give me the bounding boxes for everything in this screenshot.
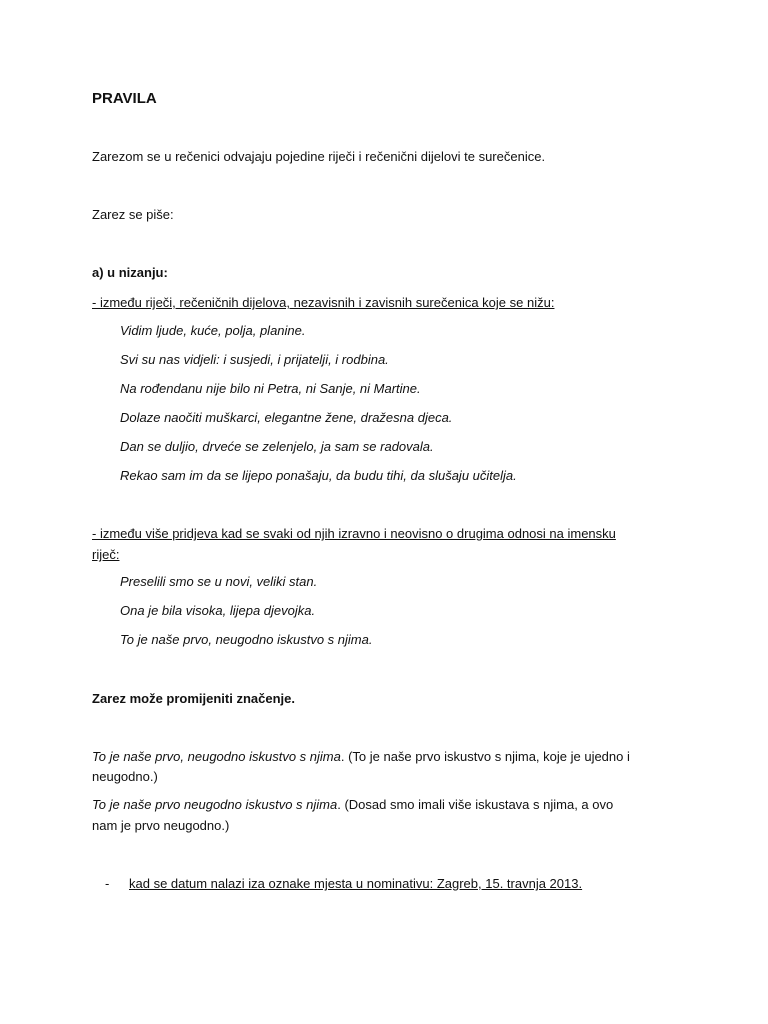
- meaning-example-2-line-2: nam je prvo neugodno.): [92, 818, 230, 833]
- meaning-example-1-italic: To je naše prvo, neugodno iskustvo s njima: [92, 749, 341, 764]
- example-1-6: Rekao sam im da se lijepo ponašaju, da budu tihi, da slušaju učitelja.: [120, 468, 517, 483]
- example-2-2: Ona je bila visoka, lijepa djevojka.: [120, 603, 316, 618]
- rule-2-line-1: - između više pridjeva kad se svaki od njih izravno i neovisno o drugima odnosi na imensku: [92, 526, 616, 541]
- meaning-example-1-line-1: [92, 746, 676, 767]
- meaning-example-1-explanation: . (To je naše prvo iskustvo s njima, koje je ujedno i: [340, 749, 630, 764]
- example-1-4: Dolaze naočiti muškarci, elegantne žene, dražesna djeca.: [120, 410, 453, 425]
- section-a-heading: a) u nizanju:: [92, 265, 168, 280]
- example-1-3: Na rođendanu nije bilo ni Petra, ni Sanje, ni Martine.: [120, 381, 421, 396]
- date-rule: kad se datum nalazi iza oznake mjesta u nominativu: Zagreb, 15. travnja 2013.: [129, 876, 583, 891]
- meaning-example-2-line-1: [92, 794, 676, 815]
- example-2-3: To je naše prvo, neugodno iskustvo s njima.: [120, 632, 373, 647]
- page-title: PRAVILA: [92, 90, 157, 107]
- meaning-example-2-explanation: . (Dosad smo imali više iskustava s njima, a ovo: [337, 797, 614, 812]
- example-2-1: Preselili smo se u novi, veliki stan.: [120, 574, 318, 589]
- example-1-2: Svi su nas vidjeli: i susjedi, i prijatelji, i rodbina.: [120, 352, 389, 367]
- rule-2-line-2: riječ:: [92, 547, 120, 562]
- bullet-dash: -: [105, 876, 110, 891]
- intro-paragraph: Zarezom se u rečenici odvajaju pojedine riječi i rečenični dijelovi te surečenice.: [92, 149, 546, 164]
- meaning-heading: Zarez može promijeniti značenje.: [92, 691, 295, 706]
- meaning-example-2-italic: To je naše prvo neugodno iskustvo s njima: [92, 797, 338, 812]
- example-1-1: Vidim ljude, kuće, polja, planine.: [120, 323, 306, 338]
- written-label: Zarez se piše:: [92, 207, 174, 222]
- meaning-example-1-line-2: neugodno.): [92, 769, 158, 784]
- example-1-5: Dan se duljio, drveće se zelenjelo, ja sam se radovala.: [120, 439, 434, 454]
- rule-1: - između riječi, rečeničnih dijelova, nezavisnih i zavisnih surečenica koje se nižu:: [92, 295, 555, 310]
